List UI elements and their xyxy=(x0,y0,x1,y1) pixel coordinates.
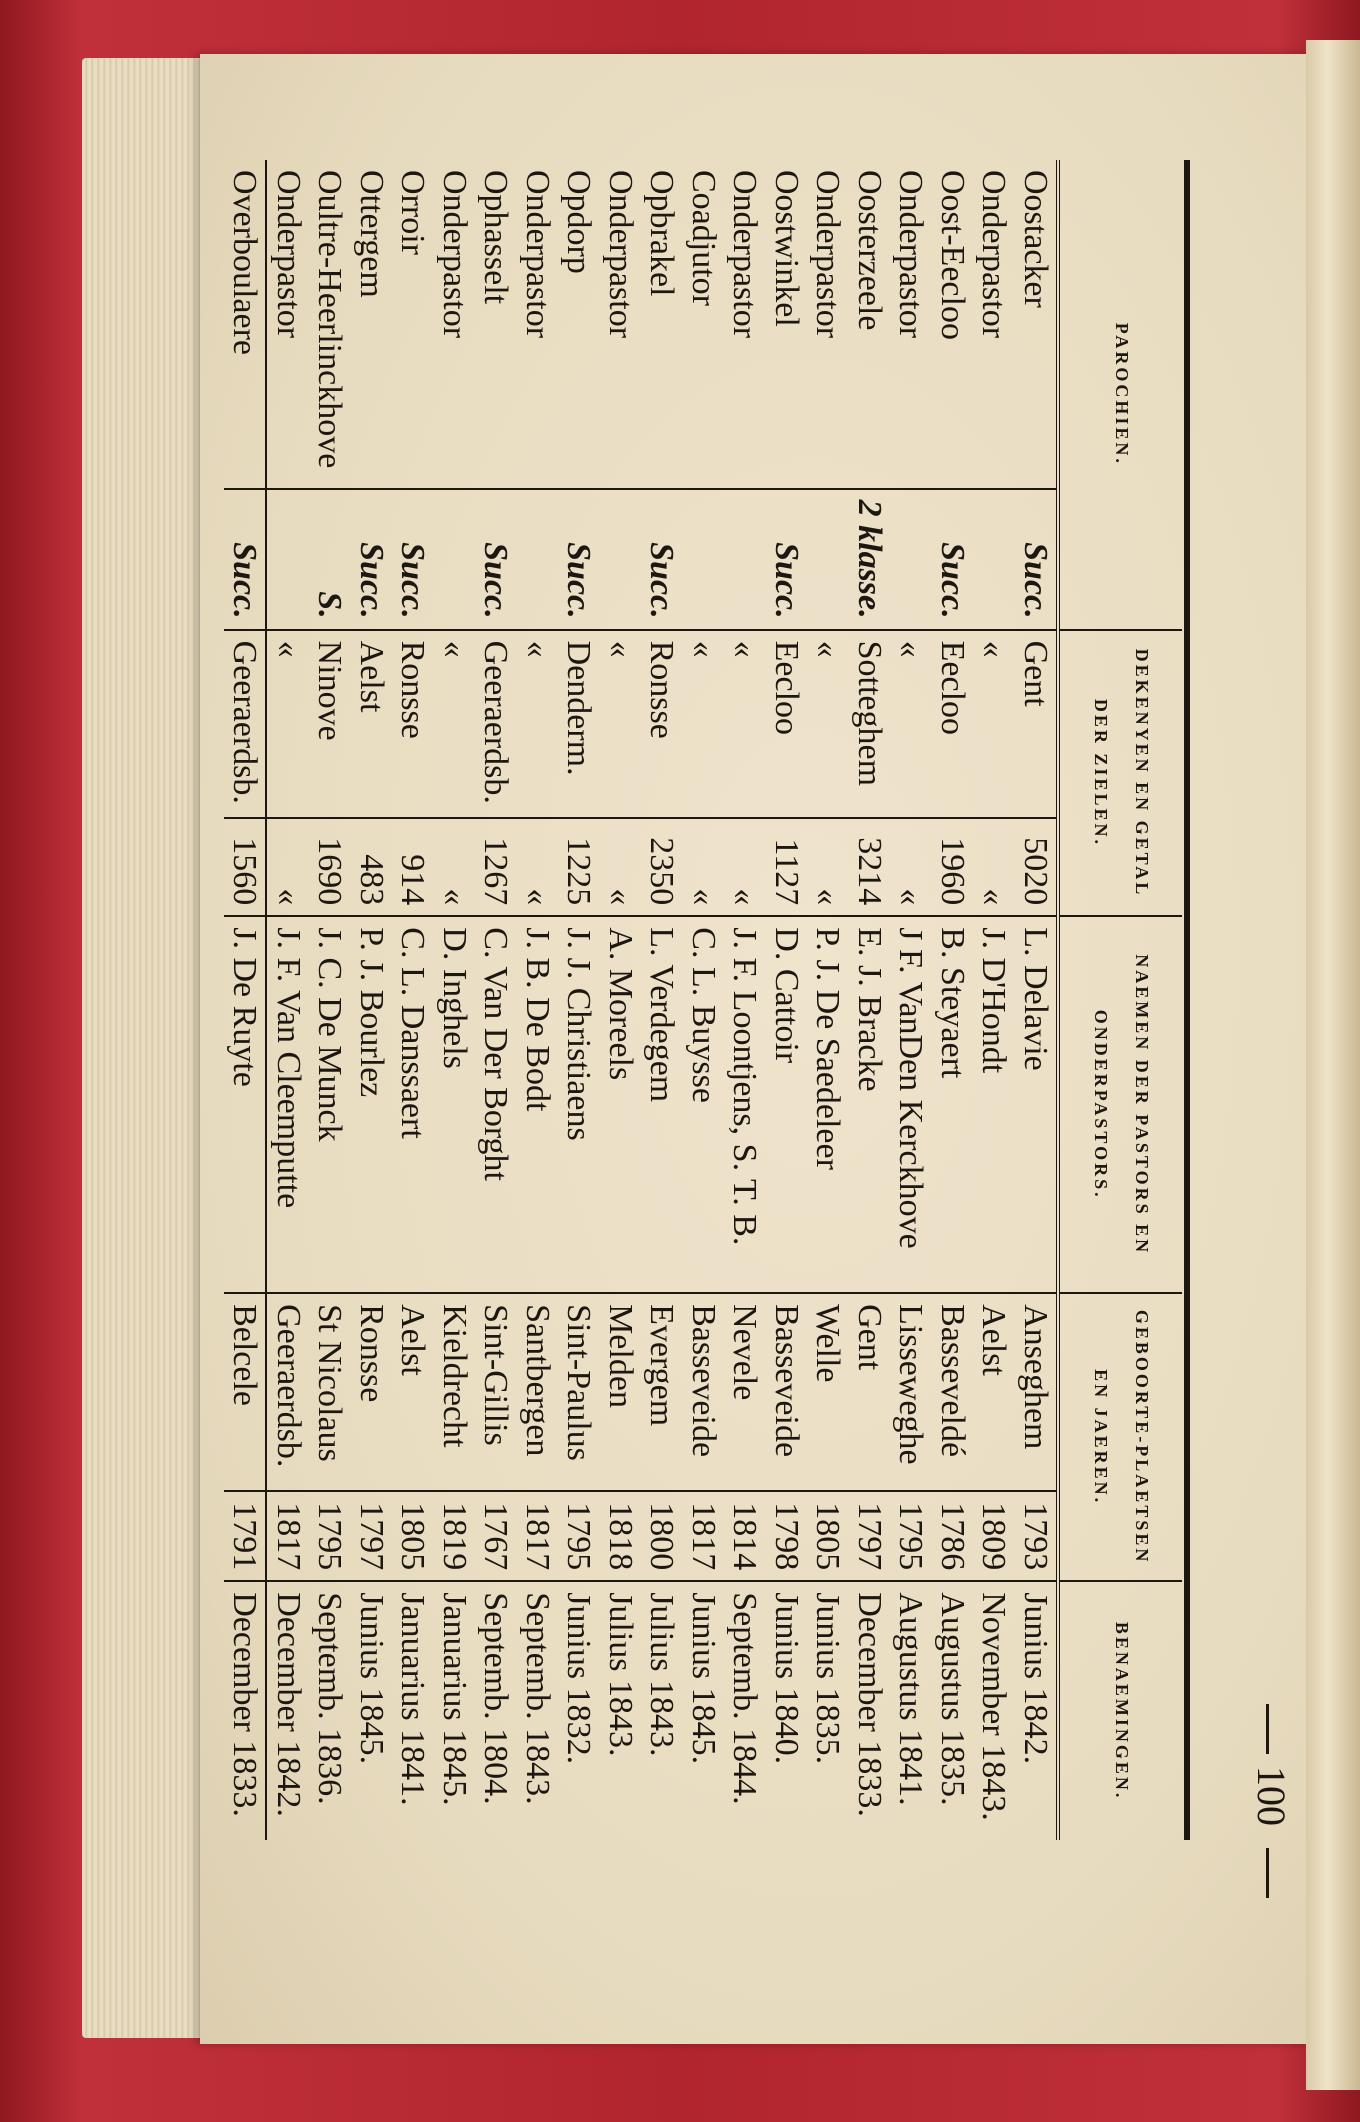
parish-class xyxy=(807,489,849,630)
parish: Opdorp xyxy=(560,170,598,274)
birth-year: 1805 xyxy=(392,1491,434,1582)
table-row xyxy=(766,160,808,1840)
appointment: Julius 1843. xyxy=(641,1581,683,1840)
parish-class: 2 klasse. xyxy=(849,489,891,630)
souls-count: 1225 xyxy=(558,818,600,916)
pastor-name: J. De Ruyte xyxy=(224,916,267,1293)
birth-year: 1817 xyxy=(517,1491,559,1582)
table-row xyxy=(351,160,393,1840)
parish: Oultre-Heerlinckhove xyxy=(311,170,349,469)
pastor-name: A. Moreels xyxy=(600,916,642,1293)
birth-year: 1786 xyxy=(932,1491,974,1582)
dekenij: Eecloo xyxy=(932,630,974,819)
souls-count: 5020 xyxy=(1015,818,1059,916)
dekenij: « xyxy=(807,630,849,819)
souls-count: 1267 xyxy=(475,818,517,916)
appointment: Septemb. 1844. xyxy=(724,1581,766,1840)
table-row xyxy=(558,160,600,1840)
parish-register-table xyxy=(224,160,1182,1840)
souls-count: « xyxy=(434,818,476,916)
dekenij: Ninove xyxy=(309,630,351,819)
birth-place: Aelst xyxy=(973,1293,1015,1491)
pastor-name: J. B. De Bodt xyxy=(517,916,559,1293)
appointment: Junius 1845. xyxy=(351,1581,393,1840)
dekenij: Geeraerdsb. xyxy=(475,630,517,819)
parish: Opbrakel xyxy=(643,170,681,297)
parish: Oostacker xyxy=(1017,170,1054,308)
table-row xyxy=(1015,160,1059,1840)
pastor-name: J. D'Hondt xyxy=(973,916,1015,1293)
pastor-name: E. J. Bracke xyxy=(849,916,891,1293)
col-parochien: PAROCHIEN. xyxy=(1058,160,1182,630)
souls-count: 1560 xyxy=(224,818,267,916)
table-row xyxy=(641,160,683,1840)
parish-class xyxy=(724,489,766,630)
souls-count: « xyxy=(973,818,1015,916)
parish: Ophasselt xyxy=(477,170,515,305)
dekenij: Eecloo xyxy=(766,630,808,819)
birth-year: 1797 xyxy=(351,1491,393,1582)
souls-count: « xyxy=(600,818,642,916)
appointment: Julius 1843. xyxy=(600,1581,642,1840)
appointment: Januarius 1845. xyxy=(434,1581,476,1840)
souls-count: 1690 xyxy=(309,818,351,916)
table-row xyxy=(517,160,559,1840)
birth-place: Ronsse xyxy=(351,1293,393,1491)
birth-year: 1797 xyxy=(849,1491,891,1582)
birth-year: 1767 xyxy=(475,1491,517,1582)
col-naemen: NAEMEN DER PASTORS EN ONDERPASTORS. xyxy=(1058,916,1182,1293)
dekenij: « xyxy=(973,630,1015,819)
birth-year: 1795 xyxy=(309,1491,351,1582)
birth-place: St Nicolaus xyxy=(309,1293,351,1491)
souls-count: 1127 xyxy=(766,818,808,916)
pastor-name: J F. VanDen Kerckhove xyxy=(890,916,932,1293)
birth-year: 1819 xyxy=(434,1491,476,1582)
parish-class: Succ. xyxy=(475,489,517,630)
register-rows xyxy=(224,160,1058,1840)
table-row xyxy=(932,160,974,1840)
pastor-name: J. J. Christiaens xyxy=(558,916,600,1293)
birth-place: Basseveldé xyxy=(932,1293,974,1491)
parish: Onderpastor xyxy=(436,170,473,339)
appointment: December 1833. xyxy=(224,1581,267,1840)
table-row xyxy=(600,160,642,1840)
pastor-name: L. Delavie xyxy=(1015,916,1059,1293)
parish: Onderpastor xyxy=(975,170,1013,339)
pastor-name: B. Steyaert xyxy=(932,916,974,1293)
souls-count: « xyxy=(890,818,932,916)
pastor-name: C. L. Danssaert xyxy=(392,916,434,1293)
birth-place: Aelst xyxy=(392,1293,434,1491)
dekenij: « xyxy=(434,630,476,819)
parish: Onderpastor xyxy=(270,170,307,339)
parish-class: Succ. xyxy=(558,489,600,630)
dekenij: « xyxy=(517,630,559,819)
birth-place: Welle xyxy=(807,1293,849,1491)
appointment: Junius 1840. xyxy=(766,1581,808,1840)
birth-year: 1818 xyxy=(600,1491,642,1582)
souls-count: « xyxy=(807,818,849,916)
birth-place: Lisseweghe xyxy=(890,1293,932,1491)
parish-class xyxy=(267,489,310,630)
souls-count: « xyxy=(517,818,559,916)
pastor-name: J. F. Van Cleemputte xyxy=(267,916,310,1293)
page-number: 100 xyxy=(1249,1766,1295,1826)
parish: Oosterzeele xyxy=(851,170,888,331)
souls-count: 2350 xyxy=(641,818,683,916)
parish: Onderpastor xyxy=(809,170,847,339)
appointment: Augustus 1841. xyxy=(890,1581,932,1840)
parish-class xyxy=(517,489,559,630)
rotated-page-content xyxy=(226,130,1312,1920)
birth-year: 1800 xyxy=(641,1491,683,1582)
parish: Coadjutor xyxy=(685,170,722,306)
parish-class: Succ. xyxy=(392,489,434,630)
dekenij: Sotteghem xyxy=(849,630,891,819)
birth-year: 1805 xyxy=(807,1491,849,1582)
birth-year: 1793 xyxy=(1015,1491,1059,1582)
birth-place: Gent xyxy=(849,1293,891,1491)
appointment: Septemb. 1804. xyxy=(475,1581,517,1840)
dekenij: Aelst xyxy=(351,630,393,819)
appointment: Junius 1832. xyxy=(558,1581,600,1840)
table-row xyxy=(224,160,267,1840)
dekenij: Geeraerdsb. xyxy=(224,630,267,819)
parish: Orroir xyxy=(394,170,432,255)
birth-place: Nevele xyxy=(724,1293,766,1491)
parish-class: Succ. xyxy=(641,489,683,630)
appointment: Junius 1845. xyxy=(683,1581,725,1840)
table-row xyxy=(267,160,310,1840)
appointment: Junius 1835. xyxy=(807,1581,849,1840)
col-dekenyen: DEKENYEN EN GETAL DER ZIELEN. xyxy=(1058,630,1182,917)
souls-count: 3214 xyxy=(849,818,891,916)
birth-place: Anseghem xyxy=(1015,1293,1059,1491)
parish: Oost-Eecloo xyxy=(934,170,971,340)
appointment: Januarius 1841. xyxy=(392,1581,434,1840)
parish-class: Succ. xyxy=(766,489,808,630)
parish: Onderpastor xyxy=(519,170,556,339)
parish-class xyxy=(683,489,725,630)
table-row xyxy=(392,160,434,1840)
souls-count: « xyxy=(724,818,766,916)
birth-place: Evergem xyxy=(641,1293,683,1491)
parish-class: S. xyxy=(309,489,351,630)
birth-place: Belcele xyxy=(224,1293,267,1491)
dekenij: « xyxy=(724,630,766,819)
appointment: Septemb. 1843. xyxy=(517,1581,559,1840)
birth-year: 1817 xyxy=(267,1491,310,1582)
parish: Onderpastor xyxy=(892,170,930,339)
page-number-line xyxy=(1232,130,1312,1920)
appointment: December 1842. xyxy=(267,1581,310,1840)
dekenij: Denderm. xyxy=(558,630,600,819)
parish: Oostwinkel xyxy=(768,170,805,327)
birth-place: Sint-Paulus xyxy=(558,1293,600,1491)
parish-class xyxy=(890,489,932,630)
table-row xyxy=(890,160,932,1840)
pastor-name: P. J. De Saedeleer xyxy=(807,916,849,1293)
birth-year: 1814 xyxy=(724,1491,766,1582)
birth-place: Santbergen xyxy=(517,1293,559,1491)
table-row xyxy=(475,160,517,1840)
parish: Overboulaere xyxy=(224,160,267,489)
parish: Onderpastor xyxy=(726,170,764,339)
birth-place: Melden xyxy=(600,1293,642,1491)
parish-class xyxy=(600,489,642,630)
table-row xyxy=(973,160,1015,1840)
parish-class: Succ. xyxy=(351,489,393,630)
parish-class: Succ. xyxy=(1015,489,1059,630)
table-row xyxy=(724,160,766,1840)
pastor-name: C. Van Der Borght xyxy=(475,916,517,1293)
birth-place: Basseveide xyxy=(683,1293,725,1491)
pastor-name: J. C. De Munck xyxy=(309,916,351,1293)
col-benaemingen: BENAEMINGEN. xyxy=(1058,1581,1182,1840)
header-row xyxy=(1058,160,1182,1840)
table-row xyxy=(683,160,725,1840)
table-row xyxy=(434,160,476,1840)
appointment: December 1833. xyxy=(849,1581,891,1840)
birth-place: Geeraerdsb. xyxy=(267,1293,310,1491)
birth-year: 1809 xyxy=(973,1491,1015,1582)
parish-class: Succ. xyxy=(224,489,267,630)
col-geboorte: GEBOORTE-PLAETSEN EN JAEREN. xyxy=(1058,1293,1182,1581)
parish-class xyxy=(973,489,1015,630)
dekenij: « xyxy=(890,630,932,819)
pastor-name: C. L. Buysse xyxy=(683,916,725,1293)
pastor-name: D. Cattoir xyxy=(766,916,808,1293)
table-row xyxy=(807,160,849,1840)
parish-class xyxy=(434,489,476,630)
dekenij: Ronsse xyxy=(641,630,683,819)
souls-count: « xyxy=(267,818,310,916)
pastor-name: J. F. Loontjens, S. T. B. xyxy=(724,916,766,1293)
dekenij: « xyxy=(600,630,642,819)
dekenij: « xyxy=(683,630,725,819)
birth-year: 1791 xyxy=(224,1491,267,1582)
souls-count: 483 xyxy=(351,818,393,916)
appointment: November 1843. xyxy=(973,1581,1015,1840)
souls-count: 1960 xyxy=(932,818,974,916)
souls-count: « xyxy=(683,818,725,916)
table-row xyxy=(309,160,351,1840)
pastor-name: L. Verdegem xyxy=(641,916,683,1293)
birth-year: 1795 xyxy=(890,1491,932,1582)
appointment: Septemb. 1836. xyxy=(309,1581,351,1840)
pastor-name: D. Inghels xyxy=(434,916,476,1293)
souls-count: 914 xyxy=(392,818,434,916)
birth-year: 1817 xyxy=(683,1491,725,1582)
dekenij: Ronsse xyxy=(392,630,434,819)
birth-place: Sint-Gillis xyxy=(475,1293,517,1491)
table-row xyxy=(849,160,891,1840)
header-rule xyxy=(1184,160,1190,1840)
dekenij: Gent xyxy=(1015,630,1059,819)
parish: Ottergem xyxy=(353,170,390,298)
dekenij: « xyxy=(267,630,310,819)
appointment: Junius 1842. xyxy=(1015,1581,1059,1840)
parish-class: Succ. xyxy=(932,489,974,630)
page-gutter xyxy=(1306,40,1360,2090)
birth-place: Kieldrecht xyxy=(434,1293,476,1491)
page-edges xyxy=(82,58,212,2038)
birth-year: 1798 xyxy=(766,1491,808,1582)
pastor-name: P. J. Bourlez xyxy=(351,916,393,1293)
birth-place: Basseveide xyxy=(766,1293,808,1491)
appointment: Augustus 1835. xyxy=(932,1581,974,1840)
birth-year: 1795 xyxy=(558,1491,600,1582)
parish: Onderpastor xyxy=(602,170,639,339)
